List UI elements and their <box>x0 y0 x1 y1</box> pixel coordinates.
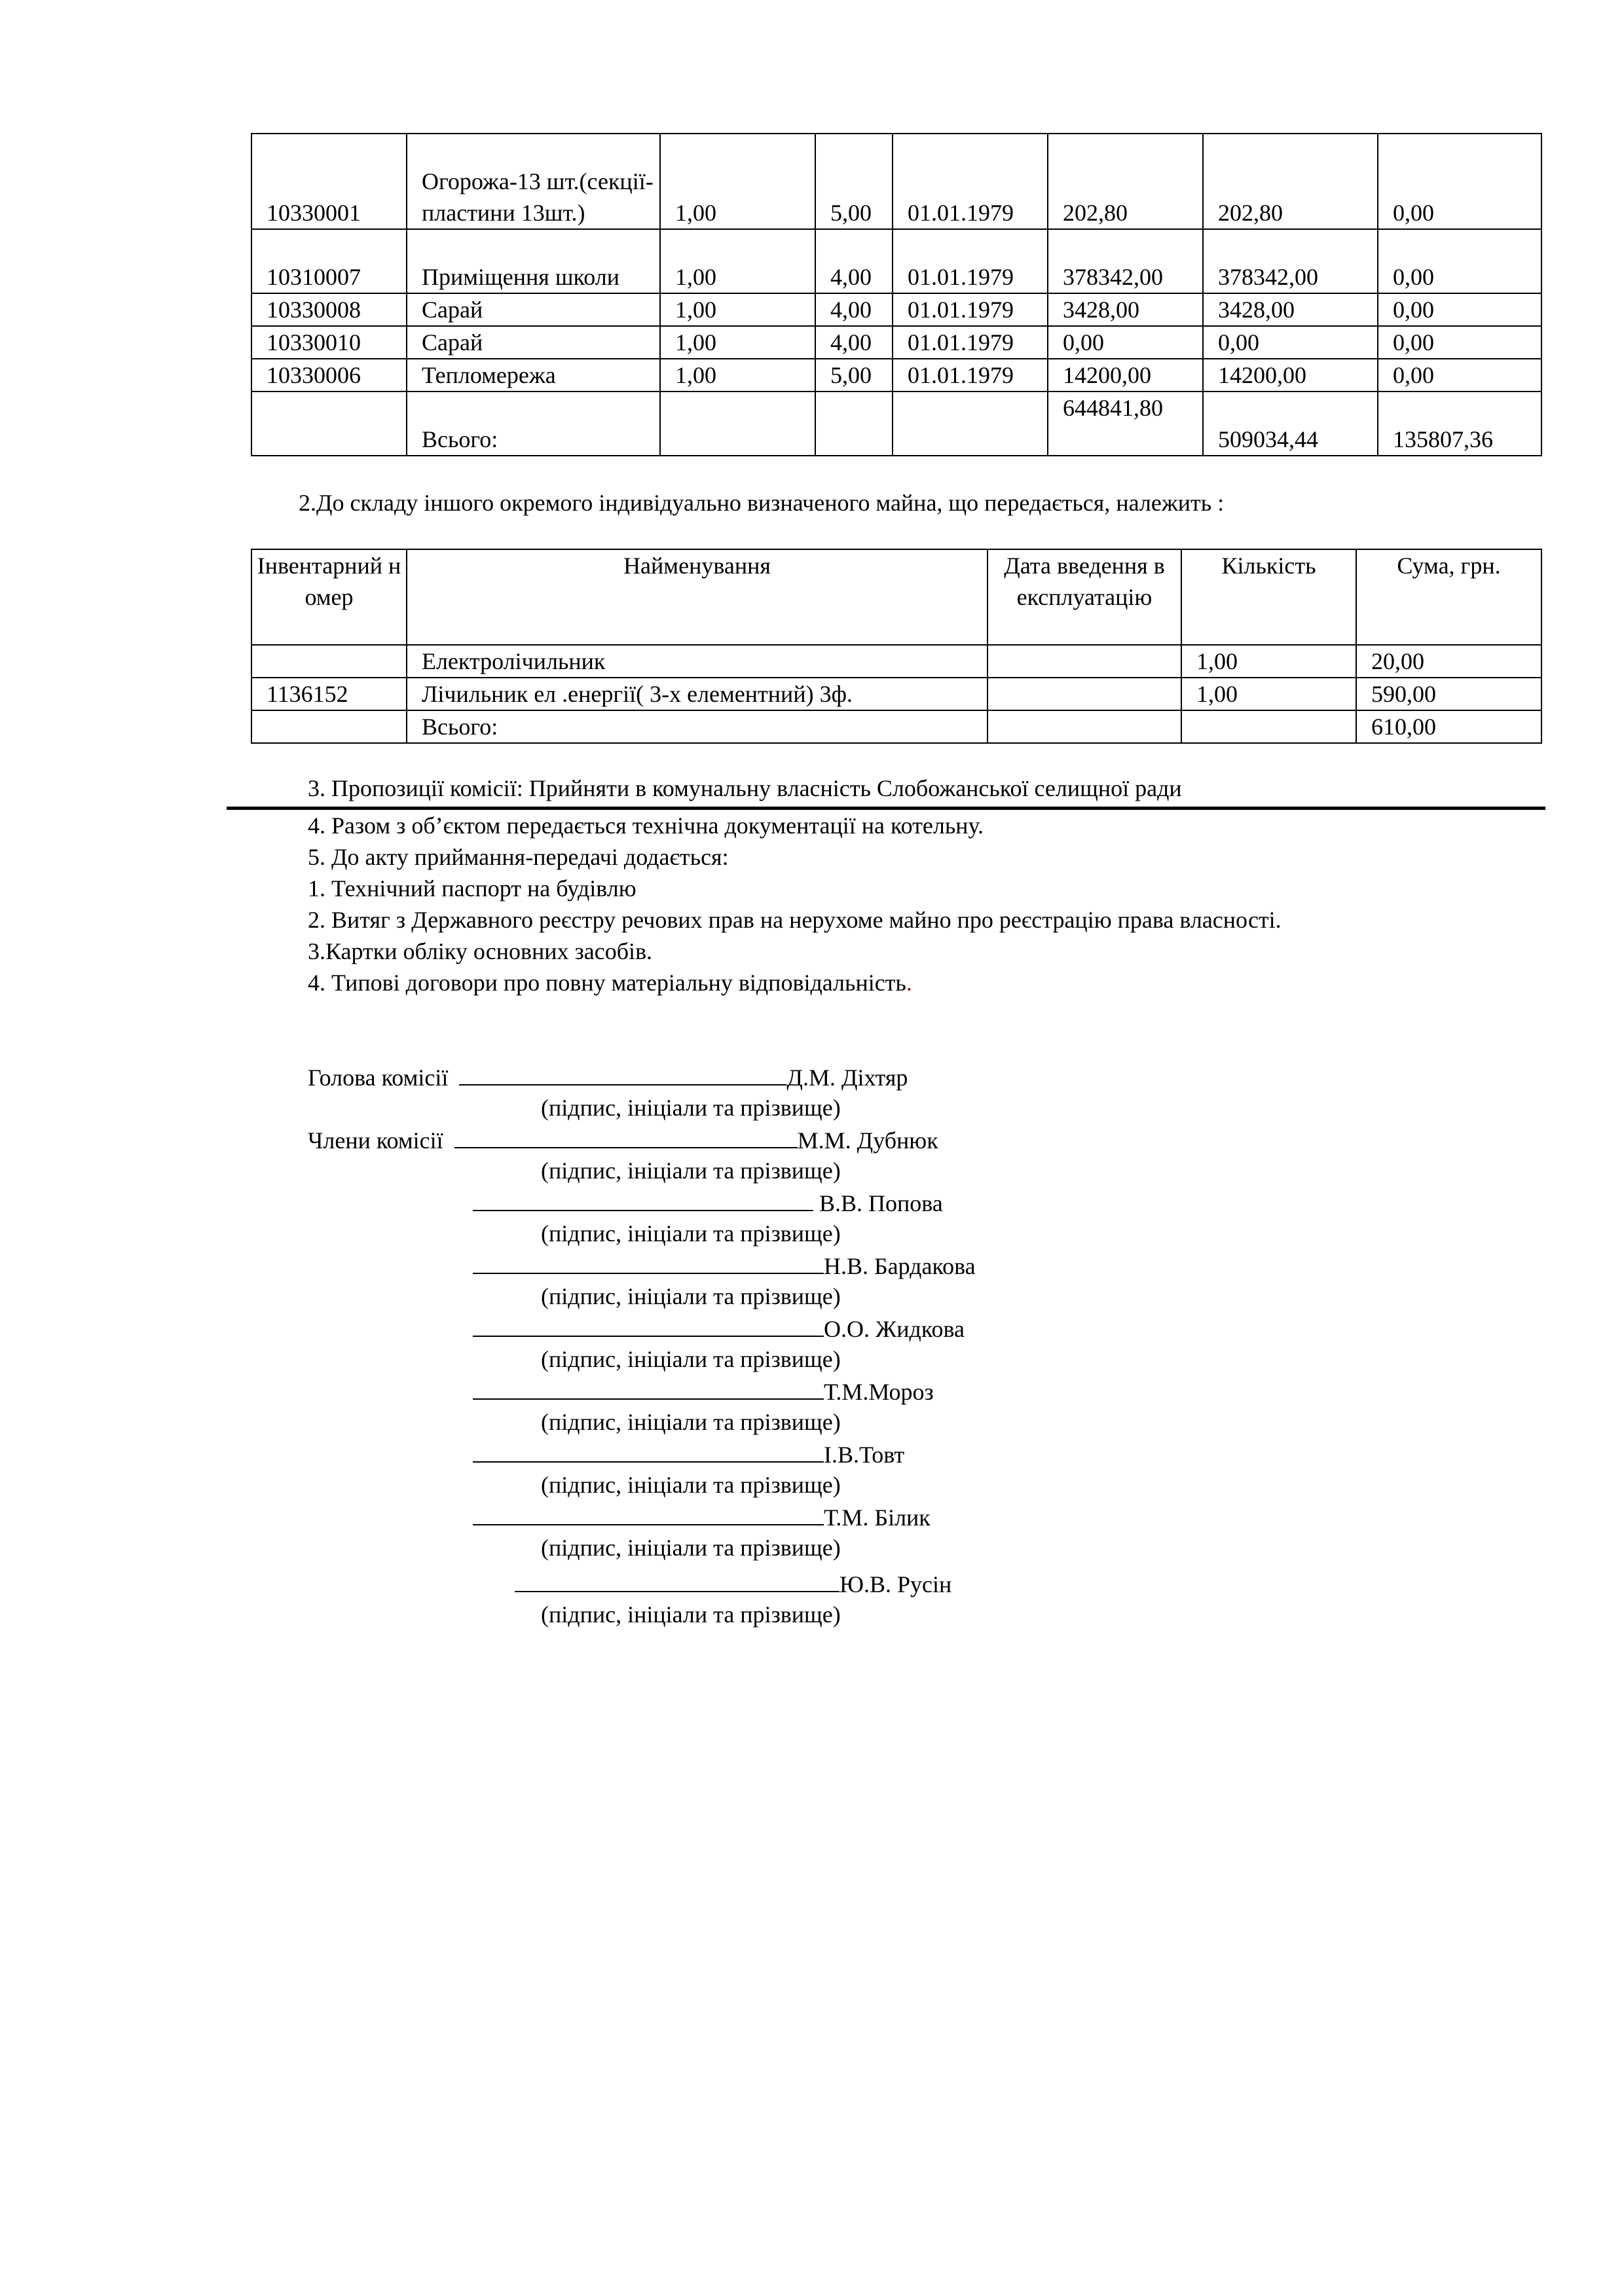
inventory-number: 10330010 <box>251 326 407 359</box>
signature-blank <box>473 1501 824 1525</box>
commission-date <box>987 645 1181 678</box>
member-name: І.В.Товт <box>824 1442 905 1468</box>
quantity: 1,00 <box>1181 678 1356 710</box>
commission-proposal: 3. Пропозиції комісії: Прийняти в комунальну власність Слобожанської селищної ради <box>308 775 1182 801</box>
member-signature-line <box>308 1123 938 1156</box>
signature-caption: (підпис, ініціали та прізвище) <box>541 1472 841 1498</box>
empty-cell <box>251 710 407 743</box>
total-value-1: 644841,80 <box>1048 392 1203 456</box>
value-1: 0,00 <box>1048 326 1203 359</box>
empty-cell <box>815 392 893 456</box>
total-label: Всього: <box>407 392 660 456</box>
date: 01.01.1979 <box>893 229 1048 293</box>
signature-blank <box>515 1567 840 1592</box>
member-name: Т.М. Білик <box>824 1504 931 1531</box>
section-2-heading: 2.До складу іншого окремого індивідуально визначеного майна, що передається, належить : <box>299 490 1225 516</box>
header-date: Дата введення в експлуатацію <box>987 549 1181 645</box>
chair-name: Д.М. Діхтяр <box>786 1065 908 1091</box>
col4-value: 5,00 <box>815 359 893 392</box>
member-signature-line <box>473 1312 965 1345</box>
empty-cell <box>1181 710 1356 743</box>
table-row <box>251 229 1541 293</box>
asset-name: Тепломережа <box>407 359 660 392</box>
member-name: М.М. Дубнюк <box>797 1127 938 1154</box>
header-inventory-number: Інвентарний номер <box>251 549 407 645</box>
table-total-row <box>251 392 1541 456</box>
col4-value: 4,00 <box>815 326 893 359</box>
signature-blank <box>473 1186 813 1211</box>
member-signature-line <box>515 1567 951 1600</box>
member-name: О.О. Жидкова <box>824 1316 965 1342</box>
table-row <box>251 134 1541 229</box>
value-1: 3428,00 <box>1048 293 1203 326</box>
signature-blank <box>473 1375 824 1400</box>
value-2: 378342,00 <box>1203 229 1378 293</box>
members-label: Члени комісії <box>308 1127 443 1154</box>
header-quantity: Кількість <box>1181 549 1356 645</box>
signature-blank <box>473 1312 824 1337</box>
signature-caption: (підпис, ініціали та прізвище) <box>541 1095 841 1121</box>
value-1: 378342,00 <box>1048 229 1203 293</box>
member-signature-line <box>473 1375 934 1408</box>
attachment-item: 3.Картки обліку основних засобів. <box>308 938 653 964</box>
date: 01.01.1979 <box>893 293 1048 326</box>
signature-caption: (підпис, ініціали та прізвище) <box>541 1220 841 1247</box>
member-name: Т.М.Мороз <box>824 1379 934 1405</box>
chair-signature-line <box>308 1061 908 1093</box>
assets-table <box>251 133 1542 456</box>
empty-cell <box>893 392 1048 456</box>
signature-caption: (підпис, ініціали та прізвище) <box>541 1601 841 1628</box>
value-1: 14200,00 <box>1048 359 1203 392</box>
quantity: 1,00 <box>1181 645 1356 678</box>
documentation-note: 4. Разом з об’єктом передається технічна документації на котельну. <box>308 812 984 839</box>
attachment-item <box>308 967 912 998</box>
table-header-row <box>251 549 1541 645</box>
asset-name: Приміщення школи <box>407 229 660 293</box>
sum: 20,00 <box>1356 645 1541 678</box>
inventory-number: 10330008 <box>251 293 407 326</box>
table-total-row <box>251 710 1541 743</box>
attachments-heading: 5. До акту приймання-передачі додається: <box>308 844 729 870</box>
item-name: Лічильник ел .енергії( 3-х елементний) 3ф. <box>407 678 987 710</box>
member-name: Н.В. Бардакова <box>824 1253 976 1279</box>
quantity: 1,00 <box>660 326 815 359</box>
value-2: 3428,00 <box>1203 293 1378 326</box>
quantity: 1,00 <box>660 134 815 229</box>
inventory-number: 10330006 <box>251 359 407 392</box>
member-name: Ю.В. Русін <box>840 1571 952 1597</box>
date: 01.01.1979 <box>893 359 1048 392</box>
value-3: 0,00 <box>1378 229 1541 293</box>
commission-date <box>987 678 1181 710</box>
empty-cell <box>987 710 1181 743</box>
member-signature-line <box>473 1249 976 1282</box>
quantity: 1,00 <box>660 229 815 293</box>
empty-cell <box>660 392 815 456</box>
value-2: 202,80 <box>1203 134 1378 229</box>
table-row <box>251 678 1541 710</box>
value-1: 202,80 <box>1048 134 1203 229</box>
inventory-number: 10310007 <box>251 229 407 293</box>
col4-value: 5,00 <box>815 134 893 229</box>
total-value-3: 135807,36 <box>1378 392 1541 456</box>
signature-blank <box>473 1438 824 1463</box>
attachment-item: 2. Витяг з Державного реєстру речових прав на нерухоме майно про реєстрацію права власності. <box>308 907 1282 933</box>
table-row <box>251 293 1541 326</box>
item-name: Електролічильник <box>407 645 987 678</box>
table-row <box>251 326 1541 359</box>
date: 01.01.1979 <box>893 326 1048 359</box>
signature-blank <box>454 1123 798 1148</box>
empty-cell <box>251 392 407 456</box>
header-sum: Сума, грн. <box>1356 549 1541 645</box>
total-label: Всього: <box>407 710 987 743</box>
signature-blank <box>459 1061 786 1085</box>
signature-caption: (підпис, ініціали та прізвище) <box>541 1283 841 1309</box>
table-row <box>251 359 1541 392</box>
table-row <box>251 645 1541 678</box>
signature-caption: (підпис, ініціали та прізвище) <box>541 1157 841 1184</box>
inventory-number <box>251 645 407 678</box>
member-name: В.В. Попова <box>819 1190 943 1216</box>
signature-blank <box>473 1249 824 1274</box>
value-3: 0,00 <box>1378 326 1541 359</box>
quantity: 1,00 <box>660 359 815 392</box>
asset-name: Огорожа-13 шт.(секції-пластини 13шт.) <box>407 134 660 229</box>
quantity: 1,00 <box>660 293 815 326</box>
inventory-number: 10330001 <box>251 134 407 229</box>
col4-value: 4,00 <box>815 293 893 326</box>
signature-caption: (підпис, ініціали та прізвище) <box>541 1535 841 1561</box>
total-sum: 610,00 <box>1356 710 1541 743</box>
member-signature-line <box>473 1438 904 1470</box>
signature-caption: (підпис, ініціали та прізвище) <box>541 1409 841 1435</box>
date: 01.01.1979 <box>893 134 1048 229</box>
asset-name: Сарай <box>407 326 660 359</box>
member-signature-line <box>473 1501 931 1533</box>
inventory-number: 1136152 <box>251 678 407 710</box>
value-3: 0,00 <box>1378 359 1541 392</box>
header-name: Найменування <box>407 549 987 645</box>
value-3: 0,00 <box>1378 134 1541 229</box>
col4-value: 4,00 <box>815 229 893 293</box>
member-signature-line <box>473 1186 943 1219</box>
signature-caption: (підпис, ініціали та прізвище) <box>541 1346 841 1372</box>
other-property-table <box>251 549 1542 744</box>
sum: 590,00 <box>1356 678 1541 710</box>
value-2: 0,00 <box>1203 326 1378 359</box>
total-value-2: 509034,44 <box>1203 392 1378 456</box>
attachment-item: 1. Технічний паспорт на будівлю <box>308 875 637 902</box>
chair-label: Голова комісії <box>308 1065 449 1091</box>
value-3: 0,00 <box>1378 293 1541 326</box>
asset-name: Сарай <box>407 293 660 326</box>
attachment-text: 4. Типові договори про повну матеріальну відповідальність <box>308 970 906 996</box>
value-2: 14200,00 <box>1203 359 1378 392</box>
attachment-period: . <box>906 970 912 996</box>
